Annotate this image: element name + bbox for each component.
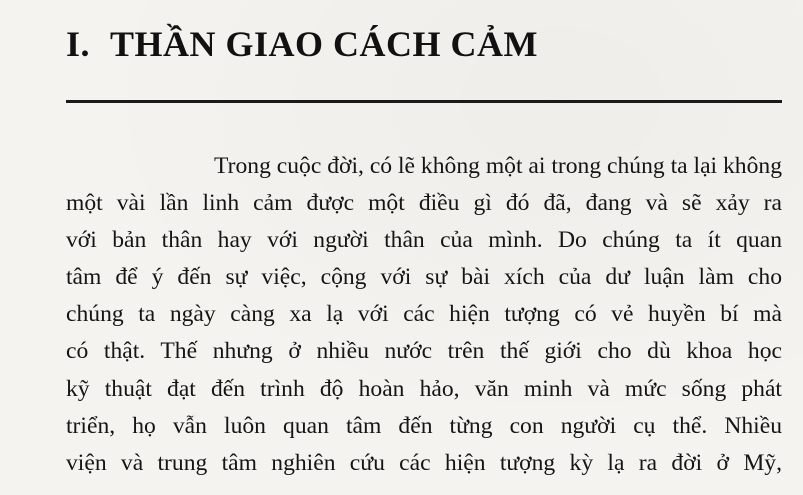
- paragraph-line: Trong cuộc đời, có lẽ không một ai trong chúng ta lại không: [214, 153, 782, 179]
- paragraph-line: tâm để ý đến sự việc, cộng với sự bài xích của dư luận làm cho: [66, 264, 782, 291]
- chapter-heading: [66, 22, 538, 66]
- paragraph-line: với bản thân hay với người thân của mình. Do chúng ta ít quan: [66, 227, 782, 254]
- body-paragraph: [66, 148, 782, 482]
- paragraph-line: kỹ thuật đạt đến trình độ hoàn hảo, văn minh và mức sống phát: [66, 375, 782, 402]
- paragraph-line: một vài lần linh cảm được một điều gì đó đã, đang và sẽ xảy ra: [66, 190, 782, 217]
- paragraph-line: triển, họ vẫn luôn quan tâm đến từng con người cụ thể. Nhiều: [66, 412, 782, 439]
- chapter-number: I.: [66, 24, 91, 64]
- paragraph-line: viện và trung tâm nghiên cứu các hiện tượng kỳ lạ ra đời ở Mỹ,: [66, 449, 782, 476]
- paragraph-line: có thật. Thế nhưng ở nhiều nước trên thế giới cho dù khoa học: [66, 338, 782, 365]
- heading-divider: [66, 100, 782, 103]
- paragraph-line: chúng ta ngày càng xa lạ với các hiện tượng có vẻ huyền bí mà: [66, 301, 782, 328]
- chapter-title: THẦN GIAO CÁCH CẢM: [110, 24, 539, 64]
